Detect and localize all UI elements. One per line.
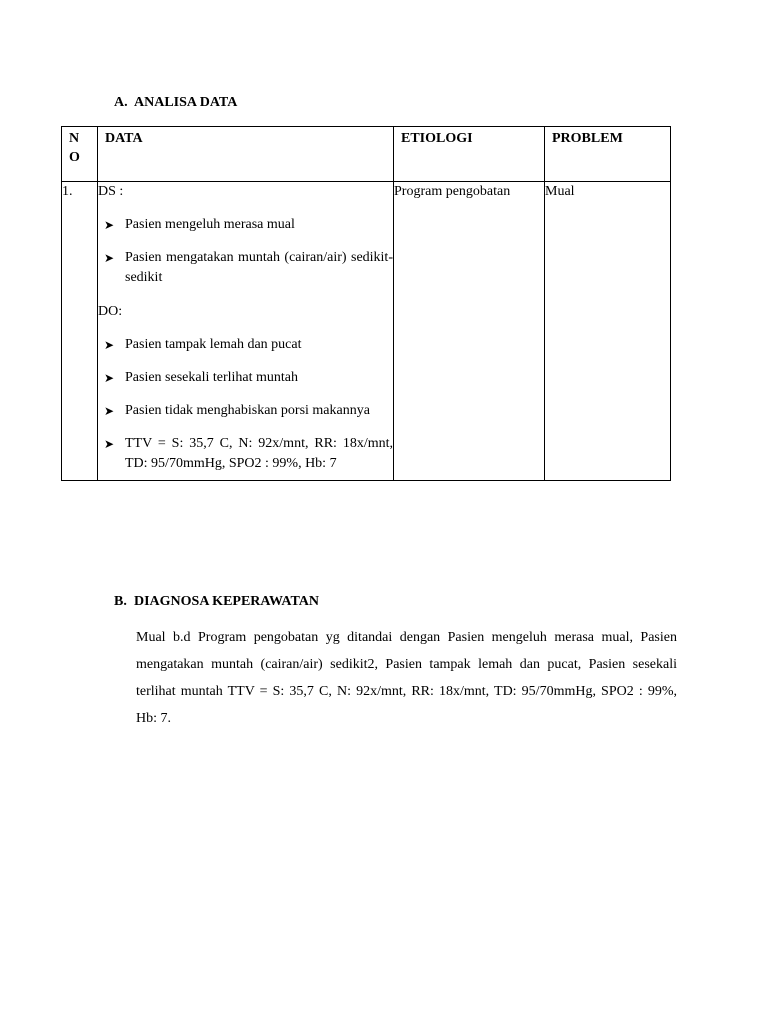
row-problem: Mual bbox=[545, 182, 671, 481]
arrowhead-bullet-icon: ➤ bbox=[104, 404, 115, 418]
arrowhead-bullet-icon: ➤ bbox=[104, 338, 115, 352]
do-label: DO: bbox=[98, 304, 123, 319]
list-item: ➤ Pasien tampak lemah dan pucat bbox=[125, 335, 393, 355]
ds-label: DS : bbox=[98, 184, 124, 199]
arrowhead-bullet-icon: ➤ bbox=[104, 437, 115, 451]
section-a-title: ANALISA DATA bbox=[134, 95, 238, 110]
header-etiologi: ETIOLOGI bbox=[394, 127, 545, 182]
do-list bbox=[98, 335, 393, 474]
list-item: ➤ TTV = S: 35,7 C, N: 92x/mnt, RR: 18x/mnt, TD: 95/70mmHg, SPO2 : 99%, Hb: 7 bbox=[104, 436, 393, 471]
table-row bbox=[62, 182, 671, 481]
table-header-row bbox=[62, 127, 671, 182]
arrowhead-bullet-icon: ➤ bbox=[104, 371, 115, 385]
section-a-letter: A. bbox=[114, 95, 128, 110]
section-b-title: DIAGNOSA KEPERAWATAN bbox=[134, 594, 320, 609]
header-no-line1: N bbox=[69, 131, 80, 146]
header-data: DATA bbox=[98, 127, 394, 182]
list-item: ➤ Pasien sesekali terlihat muntah bbox=[125, 368, 393, 388]
section-b-letter: B. bbox=[114, 594, 127, 609]
diagnosa-paragraph: Mual b.d Program pengobatan yg ditandai dengan Pasien mengeluh merasa mual, Pasien mengatakan muntah (cairan/air) sedikit2, Pasien tampak lemah dan pucat, Pasien sesekali terlihat muntah TTV = S: 35,7 C, N: 92x/mnt, RR: 18x/mnt, TD: 95/70mmHg, SPO2 : 99%, Hb: 7. bbox=[136, 630, 677, 726]
row-number: 1. bbox=[62, 182, 98, 481]
ds-list bbox=[98, 215, 393, 288]
header-problem: PROBLEM bbox=[545, 127, 671, 182]
section-a-heading bbox=[114, 95, 237, 111]
list-item: ➤ Pasien tidak menghabiskan porsi makannya bbox=[125, 401, 393, 421]
section-b-heading bbox=[114, 594, 319, 610]
arrowhead-bullet-icon: ➤ bbox=[104, 251, 115, 265]
header-no bbox=[62, 127, 98, 182]
header-no-line2: O bbox=[69, 150, 80, 165]
arrowhead-bullet-icon: ➤ bbox=[104, 218, 115, 232]
analisa-data-table bbox=[61, 126, 671, 481]
row-etiologi: Program pengobatan bbox=[394, 182, 545, 481]
list-item: ➤ Pasien mengatakan muntah (cairan/air) sedikit-sedikit bbox=[104, 250, 393, 285]
row-data-cell bbox=[98, 182, 394, 481]
list-item: ➤ Pasien mengeluh merasa mual bbox=[125, 215, 393, 235]
